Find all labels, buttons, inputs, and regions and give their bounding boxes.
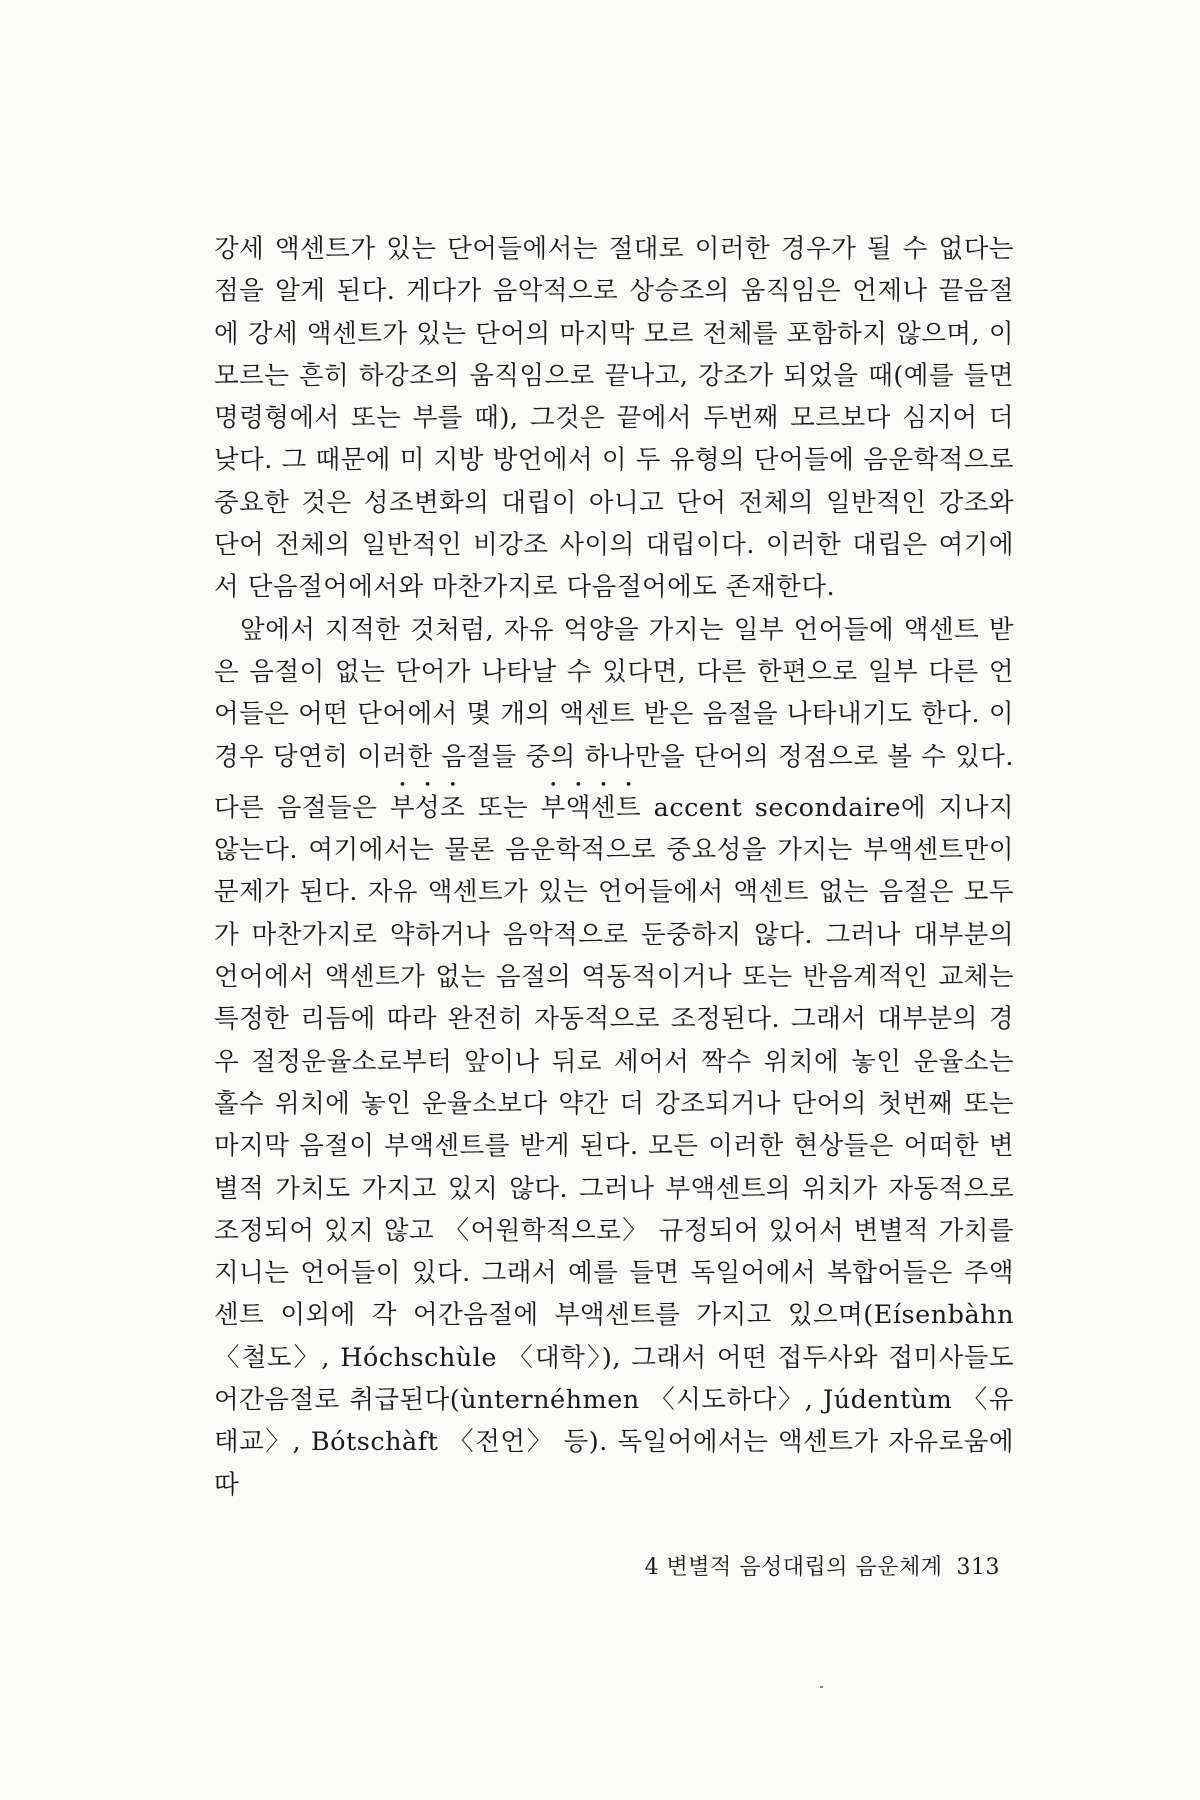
text-run: 또는 [465,792,541,823]
emphasized-term: 부액센트 [540,792,642,823]
paragraph [214,609,1014,1506]
running-footer [0,1550,1000,1581]
body-text [214,228,1014,1506]
scan-speck [820,1686,823,1688]
text-run: accent secondaire에 지나지 않는다. 여기에서는 물론 음운학적으로 중요성을 가지는 부액센트만이 문제가 된다. 자유 액센트가 있는 언어들에서 액센트 없는 음절은 모두가 마찬가지로 약하거나 음악적으로 둔중하지 않다. 그러나 대부분의 언어에서 액센트가 없는 음절의 역동적이거나 또는 반음계적인 교체는 특정한 리듬에 따라 완전히 자동적으로 조정된다. 그래서 대부분의 경우 절정운율소로부터 앞이나 뒤로 세어서 짝수 위치에 놓인 운율소는 홀수 위치에 놓인 운율소보다 약간 더 강조되거나 단어의 첫번째 또는 마지막 음절이 부액센트를 받게 된다. 모든 이러한 현상들은 어떠한 변별적 가치도 가지고 있지 않다. 그러나 부액센트의 위치가 자동적으로 조정되어 있지 않고 〈어원학적으로〉 규정되어 있어서 변별적 가치를 지니는 언어들이 있다. 그래서 예를 들면 독일어에서 복합어들은 주액센트 이외에 각 어간음절에 부액센트를 가지고 있으며(Eísenbàhn 〈철도〉, Hóchschùle 〈대학〉), 그래서 어떤 접두사와 접미사들도 어간음절로 취급된다(ùnternéhmen 〈시도하다〉, Júdentùm 〈유태교〉, Bótschàft 〈전언〉 등). 독일어에서는 액센트가 자유로움에 따 [214,792,1014,1500]
text-run: 강세 액센트가 있는 단어들에서는 절대로 이러한 경우가 될 수 없다는 점을 알게 된다. 게다가 음악적으로 상승조의 움직임은 언제나 끝음절에 강세 액센트가 있는 단어의 마지막 모르 전체를 포함하지 않으며, 이 모르는 흔히 하강조의 움직임으로 끝나고, 강조가 되었을 때(예를 들면 명령형에서 또는 부를 때), 그것은 끝에서 두번째 모르보다 심지어 더 낮다. 그 때문에 미 지방 방언에서 이 두 유형의 단어들에 음운학적으로 중요한 것은 성조변화의 대립이 아니고 단어 전체의 일반적인 강조와 단어 전체의 일반적인 비강조 사이의 대립이다. 이러한 대립은 여기에서 단음절어에서와 마찬가지로 다음절어에도 존재한다. [214,234,1014,603]
text-run: 앞에서 지적한 것처럼, 자유 억양을 가지는 일부 언어들에 액센트 받은 음절이 없는 단어가 나타날 수 있다면, 다른 한편으로 일부 다른 언어들은 어떤 단어에서 몇 개의 액센트 받은 음절을 나타내기도 한다. 이 경우 당연히 이러한 음절들 중의 하나만을 단어의 정점으로 볼 수 있다. 다른 음절들은 [214,614,1014,823]
page-number: 313 [956,1555,1000,1580]
paragraph [214,228,1014,609]
emphasized-term: 부성조 [389,792,466,823]
footer-chapter-title: 4 변별적 음성대립의 음운체계 [644,1555,943,1580]
